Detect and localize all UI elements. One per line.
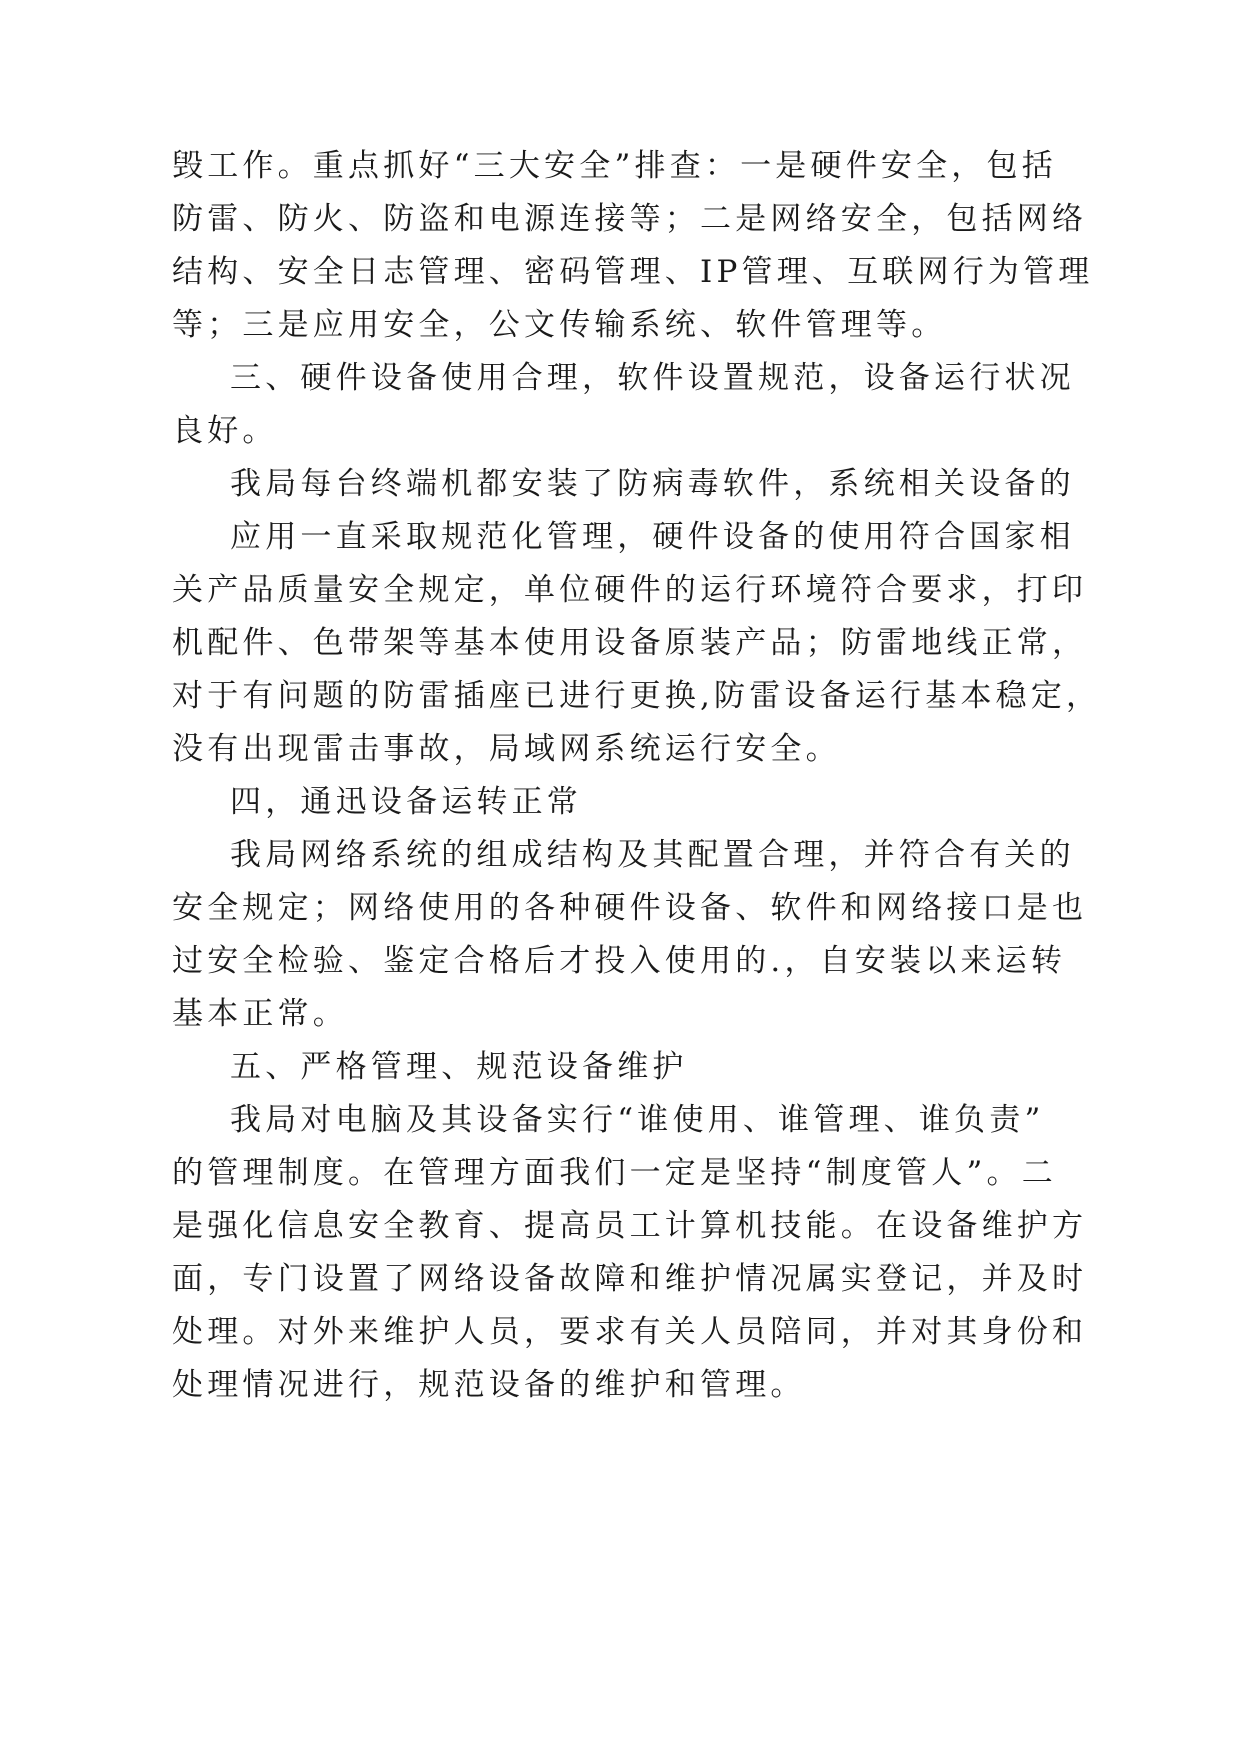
text-line: 处理。对外来维护人员，要求有关人员陪同，并对其身份和 [172,1314,1088,1350]
section-heading: 五、严格管理、规范设备维护 [230,1049,688,1085]
section-heading: 三、硬件设备使用合理，软件设置规范，设备运行状况 [230,360,1075,396]
text-line: 对于有问题的防雷插座已进行更换,防雷设备运行基本稳定， [172,678,1102,714]
text-line: 处理情况进行，规范设备的维护和管理。 [172,1367,806,1403]
text-line: 毁工作。重点抓好“三大安全”排查：一是硬件安全，包括 [172,148,1057,184]
text-line: 应用一直采取规范化管理，硬件设备的使用符合国家相 [230,519,1075,555]
text-line: 我局对电脑及其设备实行“谁使用、谁管理、谁负责” [230,1102,1045,1138]
text-line: 结构、安全日志管理、密码管理、IP管理、互联网行为管理 [172,254,1094,290]
text-line: 等；三是应用安全，公文传输系统、软件管理等。 [172,307,947,343]
text-line: 没有出现雷击事故，局域网系统运行安全。 [172,731,841,767]
text-line: 安全规定；网络使用的各种硬件设备、软件和网络接口是也 [172,890,1088,926]
text-line: 过安全检验、鉴定合格后才投入使用的.，自安装以来运转 [172,943,1067,979]
text-line: 是强化信息安全教育、提高员工计算机技能。在设备维护方 [172,1208,1088,1244]
text-line: 我局每台终端机都安装了防病毒软件，系统相关设备的 [230,466,1075,502]
text-line: 关产品质量安全规定，单位硬件的运行环境符合要求，打印 [172,572,1088,608]
text-line: 良好。 [172,413,278,449]
text-line: 面，专门设置了网络设备故障和维护情况属实登记，并及时 [172,1261,1088,1297]
text-line: 基本正常。 [172,996,348,1032]
text-line: 我局网络系统的组成结构及其配置合理，并符合有关的 [230,837,1075,873]
section-heading: 四，通迅设备运转正常 [230,784,582,820]
text-line: 机配件、色带架等基本使用设备原装产品；防雷地线正常， [172,625,1088,661]
text-line: 防雷、防火、防盗和电源连接等；二是网络安全，包括网络 [172,201,1088,237]
text-line: 的管理制度。在管理方面我们一定是坚持“制度管人”。二 [172,1155,1057,1191]
